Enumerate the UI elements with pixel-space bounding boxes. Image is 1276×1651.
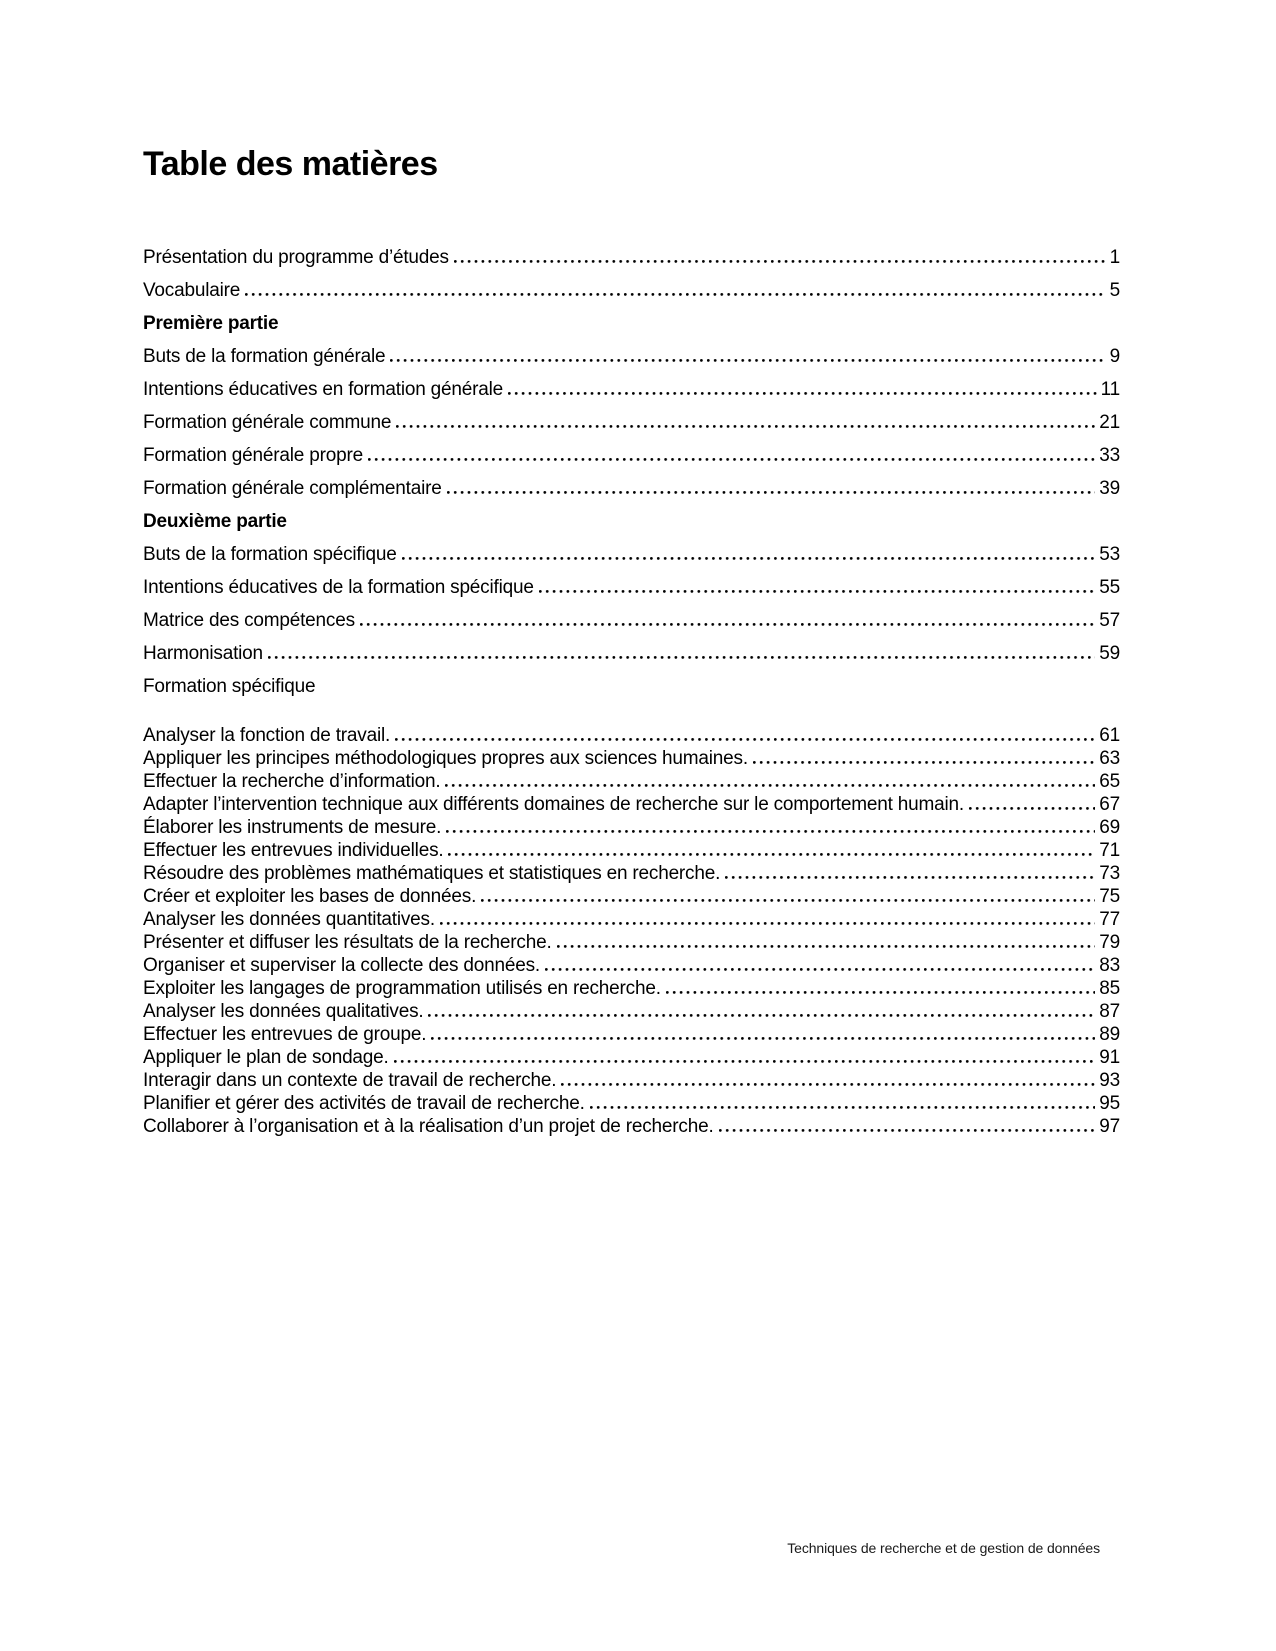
toc-entry-label: Interagir dans un contexte de travail de recherche.: [143, 1070, 557, 1091]
toc-content: [143, 0, 1120, 1138]
toc-entry-page: 57: [1099, 610, 1120, 631]
toc-entry-label: Buts de la formation générale: [143, 346, 386, 367]
toc-entry-label: Effectuer la recherche d’information.: [143, 771, 441, 792]
toc-entry-label: Présenter et diffuser les résultats de la recherche.: [143, 932, 552, 953]
toc-entry-page: 61: [1099, 725, 1120, 746]
dot-leader: [447, 491, 1096, 494]
toc-entry-label: Vocabulaire: [143, 280, 241, 301]
dot-leader: [481, 899, 1095, 902]
toc-entry-page: 87: [1099, 1001, 1120, 1022]
dot-leader: [448, 853, 1095, 856]
dot-leader: [590, 1106, 1096, 1109]
toc-entry-page: 83: [1099, 955, 1120, 976]
toc-entry-label: Effectuer les entrevues individuelles.: [143, 840, 444, 861]
dot-leader: [725, 876, 1095, 879]
toc-entry-label: Collaborer à l’organisation et à la réalisation d’un projet de recherche.: [143, 1116, 714, 1137]
toc-entry: [143, 576, 1120, 599]
toc-entry: [143, 279, 1120, 302]
toc-entry-page: 97: [1099, 1116, 1120, 1137]
toc-entry-page: 53: [1099, 544, 1120, 565]
dot-leader: [508, 392, 1097, 395]
toc-entry-label: Formation générale propre: [143, 445, 363, 466]
toc-entry-page: 67: [1099, 794, 1120, 815]
toc-list: [143, 246, 1120, 1138]
dot-leader: [268, 656, 1095, 659]
dot-leader: [666, 991, 1095, 994]
dot-leader: [402, 557, 1096, 560]
toc-entry: [143, 954, 1120, 977]
dot-leader: [431, 1037, 1095, 1040]
toc-entry-label: Harmonisation: [143, 643, 263, 664]
toc-entry-label: Planifier et gérer des activités de travail de recherche.: [143, 1093, 585, 1114]
dot-leader: [395, 738, 1095, 741]
dot-leader: [394, 1060, 1096, 1063]
toc-entry: [143, 543, 1120, 566]
toc-entry: [143, 510, 1120, 533]
dot-leader: [539, 590, 1096, 593]
toc-entry-label: Analyser les données quantitatives.: [143, 909, 435, 930]
toc-entry-label: Formation générale commune: [143, 412, 392, 433]
toc-entry: [143, 675, 1120, 698]
dot-leader: [454, 260, 1106, 263]
toc-entry-page: 33: [1099, 445, 1120, 466]
toc-entry: [143, 642, 1120, 665]
toc-entry-page: 79: [1099, 932, 1120, 953]
toc-entry-page: 55: [1099, 577, 1120, 598]
dot-leader: [719, 1129, 1096, 1132]
toc-entry-label: Résoudre des problèmes mathématiques et statistiques en recherche.: [143, 863, 721, 884]
toc-entry-label: Appliquer le plan de sondage.: [143, 1047, 389, 1068]
toc-entry-label: Appliquer les principes méthodologiques propres aux sciences humaines.: [143, 748, 748, 769]
toc-entry-page: 93: [1099, 1070, 1120, 1091]
toc-entry: [143, 1023, 1120, 1046]
footer-text: Techniques de recherche et de gestion de données: [787, 1540, 1100, 1556]
dot-leader: [545, 968, 1095, 971]
toc-entry: [143, 378, 1120, 401]
toc-entry: [143, 862, 1120, 885]
toc-entry: [143, 345, 1120, 368]
dot-leader: [428, 1014, 1095, 1017]
toc-entry: [143, 816, 1120, 839]
toc-entry-page: 5: [1109, 280, 1120, 301]
toc-entry: [143, 1115, 1120, 1138]
dot-leader: [390, 359, 1105, 362]
toc-entry-page: 59: [1099, 643, 1120, 664]
toc-entry-label: Adapter l’intervention technique aux différents domaines de recherche sur le comportement humain.: [143, 794, 964, 815]
toc-entry: [143, 908, 1120, 931]
toc-entry-page: 77: [1099, 909, 1120, 930]
toc-entry-page: 71: [1099, 840, 1120, 861]
toc-entry-label: Deuxième partie: [143, 511, 287, 532]
toc-entry: [143, 1069, 1120, 1092]
toc-entry: [143, 246, 1120, 269]
toc-entry-label: Analyser la fonction de travail.: [143, 725, 391, 746]
toc-entry: [143, 747, 1120, 770]
toc-entry-page: 85: [1099, 978, 1120, 999]
toc-entry-page: 91: [1099, 1047, 1120, 1068]
toc-entry-label: Analyser les données qualitatives.: [143, 1001, 424, 1022]
toc-entry-page: 75: [1099, 886, 1120, 907]
toc-entry: [143, 477, 1120, 500]
toc-entry-page: 1: [1109, 247, 1120, 268]
dot-leader: [561, 1083, 1095, 1086]
toc-entry: [143, 839, 1120, 862]
toc-entry-label: Buts de la formation spécifique: [143, 544, 397, 565]
toc-entry-label: Matrice des compétences: [143, 610, 355, 631]
toc-entry: [143, 1092, 1120, 1115]
page-title: Table des matières: [143, 145, 438, 183]
toc-entry-label: Élaborer les instruments de mesure.: [143, 817, 442, 838]
toc-entry-page: 63: [1099, 748, 1120, 769]
toc-entry-label: Exploiter les langages de programmation utilisés en recherche.: [143, 978, 661, 999]
toc-entry-label: Organiser et superviser la collecte des données.: [143, 955, 541, 976]
toc-entry-page: 21: [1099, 412, 1120, 433]
toc-entry: [143, 1046, 1120, 1069]
toc-entry-label: Intentions éducatives en formation générale: [143, 379, 504, 400]
dot-leader: [557, 945, 1096, 948]
toc-entry-label: Effectuer les entrevues de groupe.: [143, 1024, 427, 1045]
toc-entry: [143, 885, 1120, 908]
toc-entry: [143, 1000, 1120, 1023]
toc-entry-label: Formation spécifique: [143, 676, 316, 697]
toc-entry-label: Première partie: [143, 313, 279, 334]
toc-entry-page: 65: [1099, 771, 1120, 792]
toc-entry-page: 39: [1099, 478, 1120, 499]
dot-leader: [360, 623, 1095, 626]
toc-entry: [143, 312, 1120, 335]
toc-entry: [143, 609, 1120, 632]
dot-leader: [396, 425, 1095, 428]
toc-entry: [143, 770, 1120, 793]
dot-leader: [245, 293, 1106, 296]
dot-leader: [445, 784, 1095, 787]
toc-entry: [143, 444, 1120, 467]
toc-entry-page: 69: [1099, 817, 1120, 838]
toc-entry: [143, 931, 1120, 954]
toc-entry-label: Présentation du programme d’études: [143, 247, 449, 268]
toc-entry-label: Intentions éducatives de la formation spécifique: [143, 577, 534, 598]
toc-entry-page: 73: [1099, 863, 1120, 884]
toc-entry: [143, 724, 1120, 747]
dot-leader: [753, 761, 1095, 764]
toc-entry-label: Créer et exploiter les bases de données.: [143, 886, 477, 907]
dot-leader: [969, 807, 1095, 810]
toc-entry-page: 95: [1099, 1093, 1120, 1114]
toc-entry-page: 89: [1099, 1024, 1120, 1045]
toc-entry-page: 11: [1100, 379, 1120, 400]
dot-leader: [368, 458, 1095, 461]
dot-leader: [446, 830, 1095, 833]
toc-entry-label: Formation générale complémentaire: [143, 478, 442, 499]
toc-entry: [143, 411, 1120, 434]
dot-leader: [440, 922, 1095, 925]
toc-entry: [143, 977, 1120, 1000]
toc-entry: [143, 793, 1120, 816]
toc-entry-page: 9: [1109, 346, 1120, 367]
